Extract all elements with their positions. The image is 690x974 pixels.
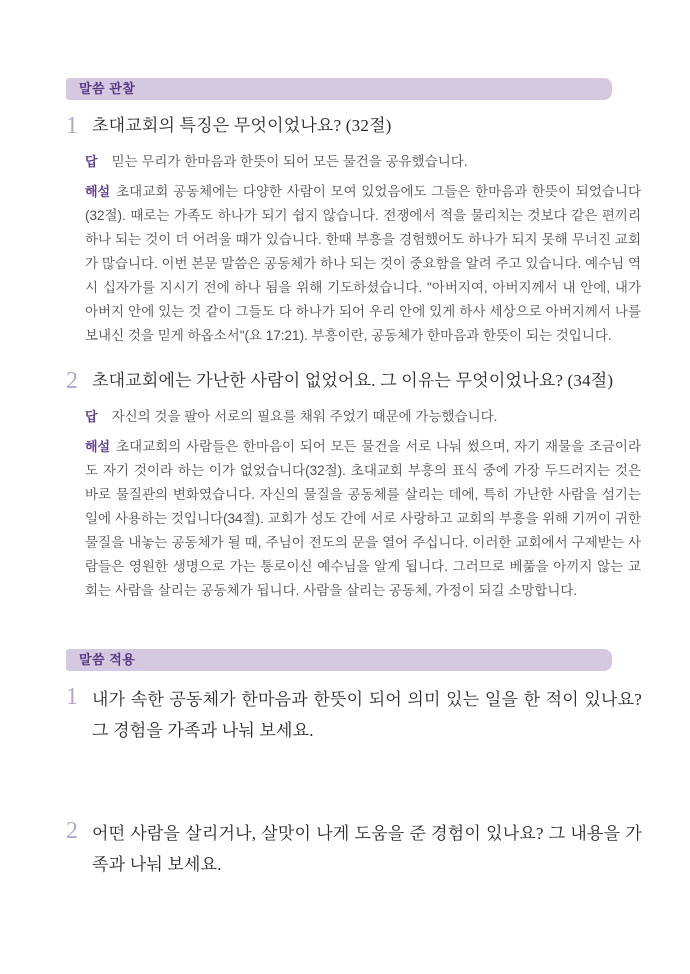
question-text: 어떤 사람을 살리거나, 살맛이 나게 도움을 준 경험이 있나요? 그 내용을 가족과 나눠 보세요. xyxy=(92,824,642,874)
answer-text: 믿는 무리가 한마음과 한뜻이 되어 모든 물건을 공유했습니다. xyxy=(111,154,468,169)
explanation-text: 초대교회의 사람들은 한마음이 되어 모든 물건을 서로 나눠 썼으며, 자기 재물을 조금이라도 자기 것이라 하는 이가 없었습니다(32절). 초대교회 부흥의 표식 중에 가장 두드러지는 것은 바로 물질관의 변화였습니다. 자신의 물질을 공동체를 살리는 데에, 특히 가난한 사람을 섬기는 일에 사용하는 것입니다(34절). 교회가 성도 간에 서로 사랑하고 교회의 부흥을 위해 기꺼이 귀한 물질을 내놓는 공동체가 될 때, 주님이 전도의 문을 열어 주십니다. 이러한 교회에서 구제받는 사람들은 영원한 생명으로 가는 통로이신 예수님을 알게 됩니다. 그러므로 베풂을 아끼지 않는 교회는 사람을 살리는 공동체가 됩니다. 사람을 살리는 공동체, 가정이 되길 소망합니다. xyxy=(85,439,641,598)
answer-line xyxy=(85,406,641,428)
question-heading xyxy=(66,113,642,139)
question-number: 2 xyxy=(66,368,78,394)
question-text: 내가 속한 공동체가 한마음과 한뜻이 되어 의미 있는 일을 한 적이 있나요? 그 경험을 가족과 나눠 보세요. xyxy=(92,690,642,740)
question-number: 1 xyxy=(66,684,78,710)
observation-question-1 xyxy=(66,113,642,348)
explanation-label: 해설 xyxy=(85,184,111,199)
question-text: 초대교회의 특징은 무엇이었나요? (32절) xyxy=(92,116,392,135)
question-answer-block xyxy=(85,406,641,603)
application-question-1 xyxy=(66,684,642,746)
question-text: 초대교회에는 가난한 사람이 없었어요. 그 이유는 무엇이었나요? (34절) xyxy=(92,371,614,390)
question-number: 1 xyxy=(66,113,78,139)
application-question-2 xyxy=(66,818,642,880)
section-word-observation xyxy=(66,78,642,603)
explanation-paragraph xyxy=(85,180,641,348)
answer-text: 자신의 것을 팔아 서로의 필요를 채워 주었기 때문에 가능했습니다. xyxy=(111,409,498,424)
answer-label: 답 xyxy=(85,409,98,424)
section-word-application xyxy=(66,649,642,880)
question-number: 2 xyxy=(66,818,78,844)
answer-label: 답 xyxy=(85,154,98,169)
observation-question-2 xyxy=(66,368,642,603)
question-answer-block xyxy=(85,151,641,348)
section-badge-observation: 말씀 관찰 xyxy=(66,78,612,100)
explanation-paragraph xyxy=(85,435,641,603)
explanation-label: 해설 xyxy=(85,439,111,454)
answer-line xyxy=(85,151,641,173)
section-badge-application: 말씀 적용 xyxy=(66,649,612,671)
explanation-text: 초대교회 공동체에는 다양한 사람이 모여 있었음에도 그들은 한마음과 한뜻이 되었습니다(32절). 때로는 가족도 하나가 되기 쉽지 않습니다. 전쟁에서 적을 물리치는 것보다 같은 편끼리 하나 되는 것이 더 어려울 때가 있습니다. 한때 부흥을 경험했어도 하나가 되지 못해 무너진 교회가 많습니다. 이번 본문 말씀은 공동체가 하나 되는 것이 중요함을 알려 주고 있습니다. 예수님 역시 십자가를 지시기 전에 하나 됨을 위해 기도하셨습니다. "아버지여, 아버지께서 내 안에, 내가 아버지 안에 있는 것 같이 그들도 다 하나가 되어 우리 안에 있게 하사 세상으로 아버지께서 나를 보내신 것을 믿게 하옵소서"(요 17:21). 부흥이란, 공동체가 한마음과 한뜻이 되는 것입니다. xyxy=(85,184,641,343)
question-heading xyxy=(66,368,642,394)
